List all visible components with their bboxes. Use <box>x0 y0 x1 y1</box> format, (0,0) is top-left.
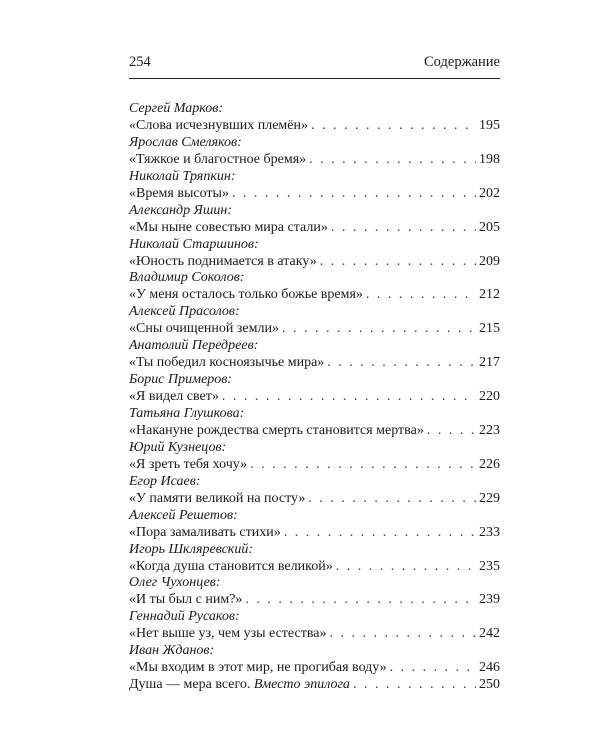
epilogue-subtitle: Вместо эпилога <box>253 677 350 692</box>
dot-leader <box>331 219 476 236</box>
dot-leader <box>284 524 476 541</box>
page-header <box>129 54 500 76</box>
toc-entry <box>129 608 500 642</box>
toc-line <box>129 151 500 168</box>
toc-title: «И ты был с ним?» <box>129 592 243 608</box>
toc-title: «Нет выше уз, чем узы естества» <box>129 626 327 642</box>
toc-author: Иван Жданов: <box>129 643 215 659</box>
toc-page-number: 233 <box>479 524 500 540</box>
toc-author: Владимир Соколов: <box>129 270 245 286</box>
toc-line <box>129 354 500 371</box>
toc-title: «Я видел свет» <box>129 389 219 405</box>
toc-author: Алексей Прасолов: <box>129 304 240 320</box>
toc-title: «Ты победил косноязычье мира» <box>129 355 325 371</box>
toc-page-number: 242 <box>479 626 500 642</box>
toc-page-number: 223 <box>479 423 500 439</box>
toc-author: Николай Тряпкин: <box>129 168 236 184</box>
dot-leader <box>353 676 476 693</box>
toc-title: «Я зреть тебя хочу» <box>129 456 248 472</box>
section-title: Содержание <box>424 54 500 70</box>
toc-entry <box>129 236 500 270</box>
dot-leader <box>245 591 476 608</box>
dot-leader <box>390 659 476 676</box>
toc-page-number: 202 <box>479 185 500 201</box>
epilogue-title-text: Душа — мера всего. <box>129 677 251 692</box>
dot-leader <box>427 422 476 439</box>
page-number: 254 <box>129 54 151 70</box>
toc-line <box>129 286 500 303</box>
toc-entry <box>129 439 500 473</box>
toc-page-number: 217 <box>479 355 500 371</box>
toc-title: «Мы ныне совестью мира стали» <box>129 219 328 235</box>
toc-line <box>129 558 500 575</box>
toc-author: Алексей Решетов: <box>129 507 238 523</box>
toc-title: «Слова исчезнувших племён» <box>129 118 308 133</box>
dot-leader <box>222 388 476 405</box>
toc-line <box>129 591 500 608</box>
dot-leader <box>329 625 476 642</box>
dot-leader <box>336 558 476 575</box>
toc-author: Ярослав Смеляков: <box>129 134 242 150</box>
dot-leader <box>250 456 476 473</box>
toc-title: «Юность поднимается в атаку» <box>129 253 317 269</box>
toc-entry <box>129 642 500 676</box>
header-rule <box>129 78 500 79</box>
toc-entry <box>129 541 500 575</box>
table-of-contents <box>129 100 500 676</box>
toc-line <box>129 524 500 541</box>
toc-line <box>129 388 500 405</box>
toc-title: «У меня осталось только божье время» <box>129 287 363 303</box>
toc-epilogue-entry <box>129 676 500 693</box>
toc-page-number: 220 <box>479 389 500 405</box>
toc-page-number: 235 <box>479 558 500 574</box>
toc-entry <box>129 168 500 202</box>
toc-page-number: 239 <box>479 592 500 608</box>
dot-leader <box>327 354 476 371</box>
toc-author: Анатолий Передреев: <box>129 338 259 354</box>
toc-entry <box>129 269 500 303</box>
toc-author: Егор Исаев: <box>129 473 201 489</box>
toc-entry <box>129 473 500 507</box>
toc-title: «Мы входим в этот мир, не прогибая воду» <box>129 660 387 676</box>
toc-author: Татьяна Глушкова: <box>129 406 245 422</box>
toc-author: Юрий Кузнецов: <box>129 439 227 455</box>
toc-entry <box>129 371 500 405</box>
dot-leader <box>311 117 476 134</box>
toc-page-number: 209 <box>479 253 500 269</box>
toc-line <box>129 676 500 693</box>
toc-page-number: 198 <box>479 151 500 167</box>
toc-entry <box>129 507 500 541</box>
toc-title: «Сны очищенной земли» <box>129 321 279 337</box>
toc-line <box>129 253 500 270</box>
toc-title: «Время высоты» <box>129 185 229 201</box>
toc-author: Игорь Шкляревский: <box>129 541 254 557</box>
toc-author: Николай Старшинов: <box>129 236 259 252</box>
dot-leader <box>366 286 476 303</box>
toc-page-number: 250 <box>479 677 500 692</box>
toc-entry <box>129 134 500 168</box>
toc-page-number: 246 <box>479 660 500 676</box>
toc-entry <box>129 202 500 236</box>
toc-page-number: 212 <box>479 287 500 303</box>
toc-line <box>129 659 500 676</box>
toc-line <box>129 422 500 439</box>
toc-line <box>129 456 500 473</box>
toc-title: «Тяжкое и благостное бремя» <box>129 151 307 167</box>
toc-title: «Накануне рождества смерть становится мертва» <box>129 423 424 439</box>
toc-page-number: 226 <box>479 456 500 472</box>
toc-author: Олег Чухонцев: <box>129 575 221 591</box>
toc-entry <box>129 405 500 439</box>
toc-entry <box>129 574 500 608</box>
toc-title: «Пора замаливать стихи» <box>129 524 281 540</box>
dot-leader <box>309 151 476 168</box>
toc-line <box>129 219 500 236</box>
toc-author: Александр Яшин: <box>129 202 232 218</box>
toc-line <box>129 625 500 642</box>
toc-entry <box>129 100 500 134</box>
toc-entry <box>129 303 500 337</box>
toc-title: «У памяти великой на посту» <box>129 490 306 506</box>
toc-author: Геннадий Русаков: <box>129 609 240 625</box>
toc-line <box>129 117 500 134</box>
toc-author: Борис Примеров: <box>129 372 232 388</box>
dot-leader <box>282 320 476 337</box>
dot-leader <box>232 185 476 202</box>
epilogue-title <box>129 676 350 693</box>
toc-entry <box>129 337 500 371</box>
toc-page-number: 205 <box>479 219 500 235</box>
dot-leader <box>308 490 476 507</box>
toc-line <box>129 490 500 507</box>
toc-page-number: 229 <box>479 490 500 506</box>
toc-title: «Когда душа становится великой» <box>129 558 333 574</box>
toc-line <box>129 185 500 202</box>
dot-leader <box>320 253 476 270</box>
toc-page-number: 195 <box>479 118 500 133</box>
toc-line <box>129 320 500 337</box>
toc-page-number: 215 <box>479 321 500 337</box>
toc-author: Сергей Марков: <box>129 101 224 116</box>
